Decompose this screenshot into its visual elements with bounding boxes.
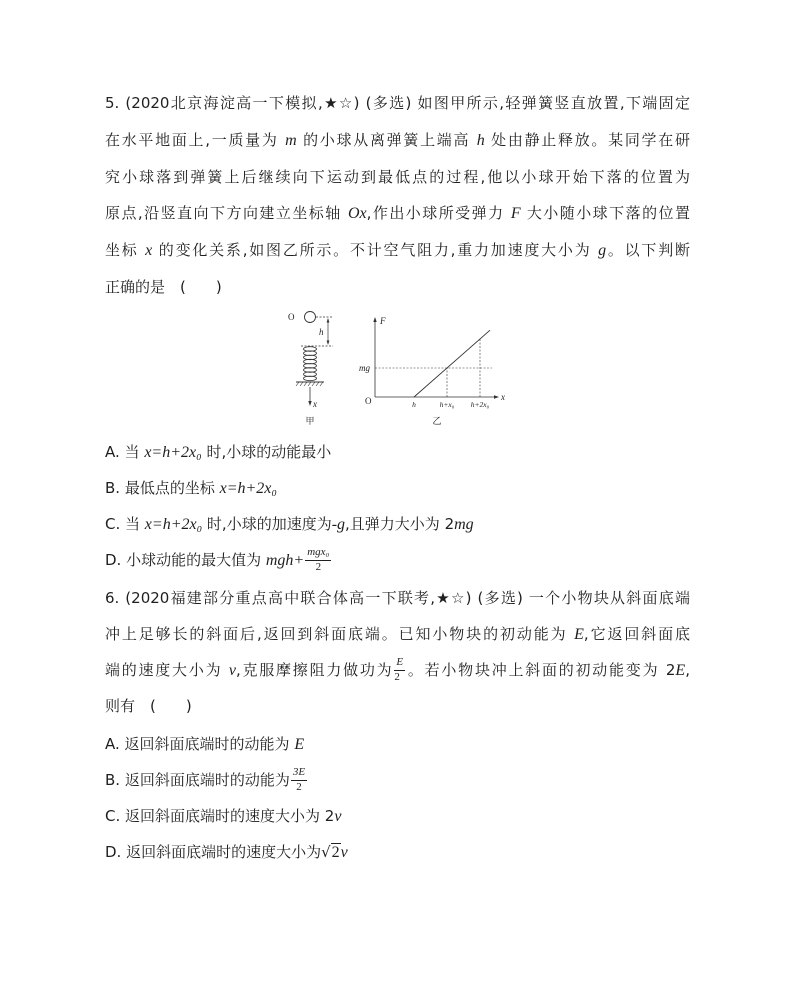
ground-hatch bbox=[300, 382, 303, 386]
ground-hatch bbox=[316, 382, 319, 386]
option-letter: C. bbox=[105, 807, 121, 825]
text-run: 6. (2020福建部分重点高中联合体高一下联考,★☆) (多选) 一个小物块从斜面底端 bbox=[105, 589, 690, 607]
option-letter: D. bbox=[105, 551, 122, 569]
math-variable: x=h+2x₀ bbox=[219, 480, 277, 497]
q5-stem-line-3 bbox=[105, 159, 690, 196]
q6-options bbox=[105, 726, 690, 870]
q6-option-b bbox=[105, 762, 690, 798]
q5-option-b bbox=[105, 470, 690, 506]
text-run: 返回斜面底端时的速度大小为 bbox=[121, 843, 322, 861]
height-label: h bbox=[319, 327, 324, 337]
option-letter: A. bbox=[105, 735, 120, 753]
text-run: 返回斜面底端时的动能为 bbox=[119, 735, 295, 753]
text-run: 冲上足够长的斜面后,返回到斜面底端。已知小物块的初动能为 bbox=[105, 625, 575, 643]
q5-stem bbox=[105, 85, 690, 306]
text-run: 的小球从离弹簧上端高 bbox=[296, 130, 477, 149]
ball bbox=[305, 312, 316, 323]
text-run: 当 bbox=[120, 515, 145, 533]
text-run: 端的速度大小为 bbox=[105, 661, 229, 679]
ground-hatch bbox=[296, 382, 299, 386]
q5-stem-line-1 bbox=[105, 85, 690, 122]
text-run: 原点,沿竖直向下方向建立坐标轴 bbox=[105, 204, 348, 223]
diagram-jia bbox=[288, 312, 333, 428]
force-line bbox=[414, 330, 490, 397]
q6-stem-line-3 bbox=[105, 652, 690, 688]
math-variable: m bbox=[285, 131, 297, 149]
text-run: 大小随小球下落的位置 bbox=[520, 204, 690, 223]
q5-option-a bbox=[105, 434, 690, 470]
option-letter: B. bbox=[105, 479, 121, 497]
sqrt-radicand: 2 bbox=[331, 844, 340, 861]
x-tick-label: h bbox=[412, 400, 416, 409]
text-run: 正确的是 ( ) bbox=[105, 277, 222, 296]
text-run: 时,小球的动能最小 bbox=[201, 443, 332, 461]
math-variable: F bbox=[510, 205, 521, 223]
text-run: 的变化关系,如图乙所示。不计空气阻力,重力加速度大小为 bbox=[152, 241, 599, 260]
q6-stem-line-4 bbox=[105, 688, 690, 724]
math-variable: mg bbox=[454, 516, 474, 533]
text-run: ,它返回斜面底 bbox=[583, 625, 690, 643]
spring bbox=[304, 347, 317, 381]
ground-hatch bbox=[304, 382, 307, 386]
option-letter: A. bbox=[105, 443, 120, 461]
q5-stem-line-5 bbox=[105, 232, 690, 269]
q6-option-c bbox=[105, 798, 690, 834]
arrowhead-down-icon bbox=[327, 341, 330, 346]
q5-stem-line-4 bbox=[105, 195, 690, 232]
q6-stem-line-2 bbox=[105, 616, 690, 652]
text-run: 5. (2020北京海淀高一下模拟,★☆) (多选) 如图甲所示,轻弹簧竖直放置,下端固定 bbox=[105, 94, 690, 112]
x-tick-label: h+2x₀ bbox=[470, 400, 490, 409]
fraction-numerator: mgx₀ bbox=[305, 547, 331, 561]
math-variable: h bbox=[476, 131, 485, 149]
x-tick-label: h+x₀ bbox=[439, 400, 455, 409]
math-variable: mgh+ bbox=[265, 552, 305, 569]
text-run: 在水平地面上,一质量为 bbox=[105, 130, 286, 149]
math-variable: x=h+2x₀ bbox=[144, 444, 202, 461]
q5-figure bbox=[280, 305, 510, 430]
text-run: 。若小物块冲上斜面的初动能变为 2 bbox=[406, 661, 676, 679]
q5-stem-line-6 bbox=[105, 269, 690, 306]
math-variable: v bbox=[228, 662, 236, 679]
text-run: 当 bbox=[119, 443, 145, 461]
ground bbox=[296, 382, 324, 386]
fraction-numerator: E bbox=[394, 657, 405, 671]
math-variable: x bbox=[145, 242, 153, 260]
graph-yi bbox=[359, 316, 505, 427]
graph-caption: 乙 bbox=[432, 417, 442, 427]
fraction bbox=[305, 547, 331, 573]
math-variable: E bbox=[574, 626, 584, 643]
math-variable: v bbox=[334, 808, 342, 825]
math-variable: Ox bbox=[347, 205, 367, 223]
mg-label: mg bbox=[359, 363, 370, 373]
fraction-denominator: 2 bbox=[394, 671, 400, 683]
text-run: ,且弹力大小为 2 bbox=[345, 515, 455, 533]
text-run: 时,小球的加速度为 bbox=[202, 515, 332, 533]
ground-hatch bbox=[320, 382, 323, 386]
fraction-denominator: 2 bbox=[296, 781, 302, 793]
x-axis-label: x bbox=[501, 392, 505, 402]
math-variable: -g bbox=[331, 516, 346, 533]
text-run: 最低点的坐标 bbox=[120, 479, 220, 497]
option-letter: C. bbox=[105, 515, 121, 533]
fraction-numerator: 3E bbox=[291, 767, 307, 781]
q6-option-a bbox=[105, 726, 690, 762]
math-variable: g bbox=[598, 242, 607, 260]
option-letter: D. bbox=[105, 843, 122, 861]
text-run: 坐标 bbox=[105, 241, 146, 260]
arrowhead-up-icon bbox=[373, 317, 376, 322]
text-run: 小球动能的最大值为 bbox=[121, 551, 266, 569]
text-run: 返回斜面底端时的速度大小为 2 bbox=[120, 807, 335, 825]
q5-option-c bbox=[105, 506, 690, 542]
f-axis-label: F bbox=[380, 316, 386, 326]
math-variable: E bbox=[675, 662, 686, 679]
math-variable: v bbox=[340, 844, 348, 861]
diagram-caption: 甲 bbox=[305, 417, 315, 427]
fraction-denominator: 2 bbox=[315, 561, 322, 573]
option-letter: B. bbox=[105, 771, 121, 789]
math-variable: x=h+2x₀ bbox=[144, 516, 203, 533]
square-root bbox=[321, 843, 341, 861]
sqrt-sign: √ bbox=[321, 843, 331, 861]
q6-stem-line-1 bbox=[105, 580, 690, 616]
text-run: 处由静止释放。某同学在研 bbox=[484, 130, 690, 149]
text-run: ,克服摩擦阻力做功为 bbox=[235, 661, 394, 679]
text-run: 究小球落到弹簧上后继续向下运动到最低点的过程,他以小球开始下落的位置为 bbox=[105, 167, 690, 186]
math-variable: E bbox=[294, 736, 305, 753]
text-run: 返回斜面底端时的动能为 bbox=[120, 771, 290, 789]
diagram-origin-label: O bbox=[288, 312, 295, 322]
fraction bbox=[291, 767, 307, 793]
graph-origin-label: O bbox=[365, 396, 372, 406]
q5-options bbox=[105, 434, 690, 578]
arrowhead-down-icon bbox=[308, 401, 311, 406]
text-run: , bbox=[685, 661, 690, 679]
q6-option-d bbox=[105, 834, 690, 870]
ground-hatch bbox=[308, 382, 311, 386]
q5-stem-line-2 bbox=[105, 122, 690, 159]
arrowhead-up-icon bbox=[327, 318, 330, 323]
diagram-axis-label: x bbox=[313, 399, 317, 409]
q5-option-d bbox=[105, 542, 690, 578]
text-run: ,作出小球所受弹力 bbox=[366, 204, 511, 223]
ground-hatch bbox=[312, 382, 315, 386]
q6-stem bbox=[105, 580, 690, 724]
text-run: 则有 ( ) bbox=[105, 697, 192, 715]
fraction bbox=[394, 657, 405, 683]
arrowhead-right-icon bbox=[494, 395, 499, 398]
text-run: 。以下判断 bbox=[606, 241, 690, 260]
